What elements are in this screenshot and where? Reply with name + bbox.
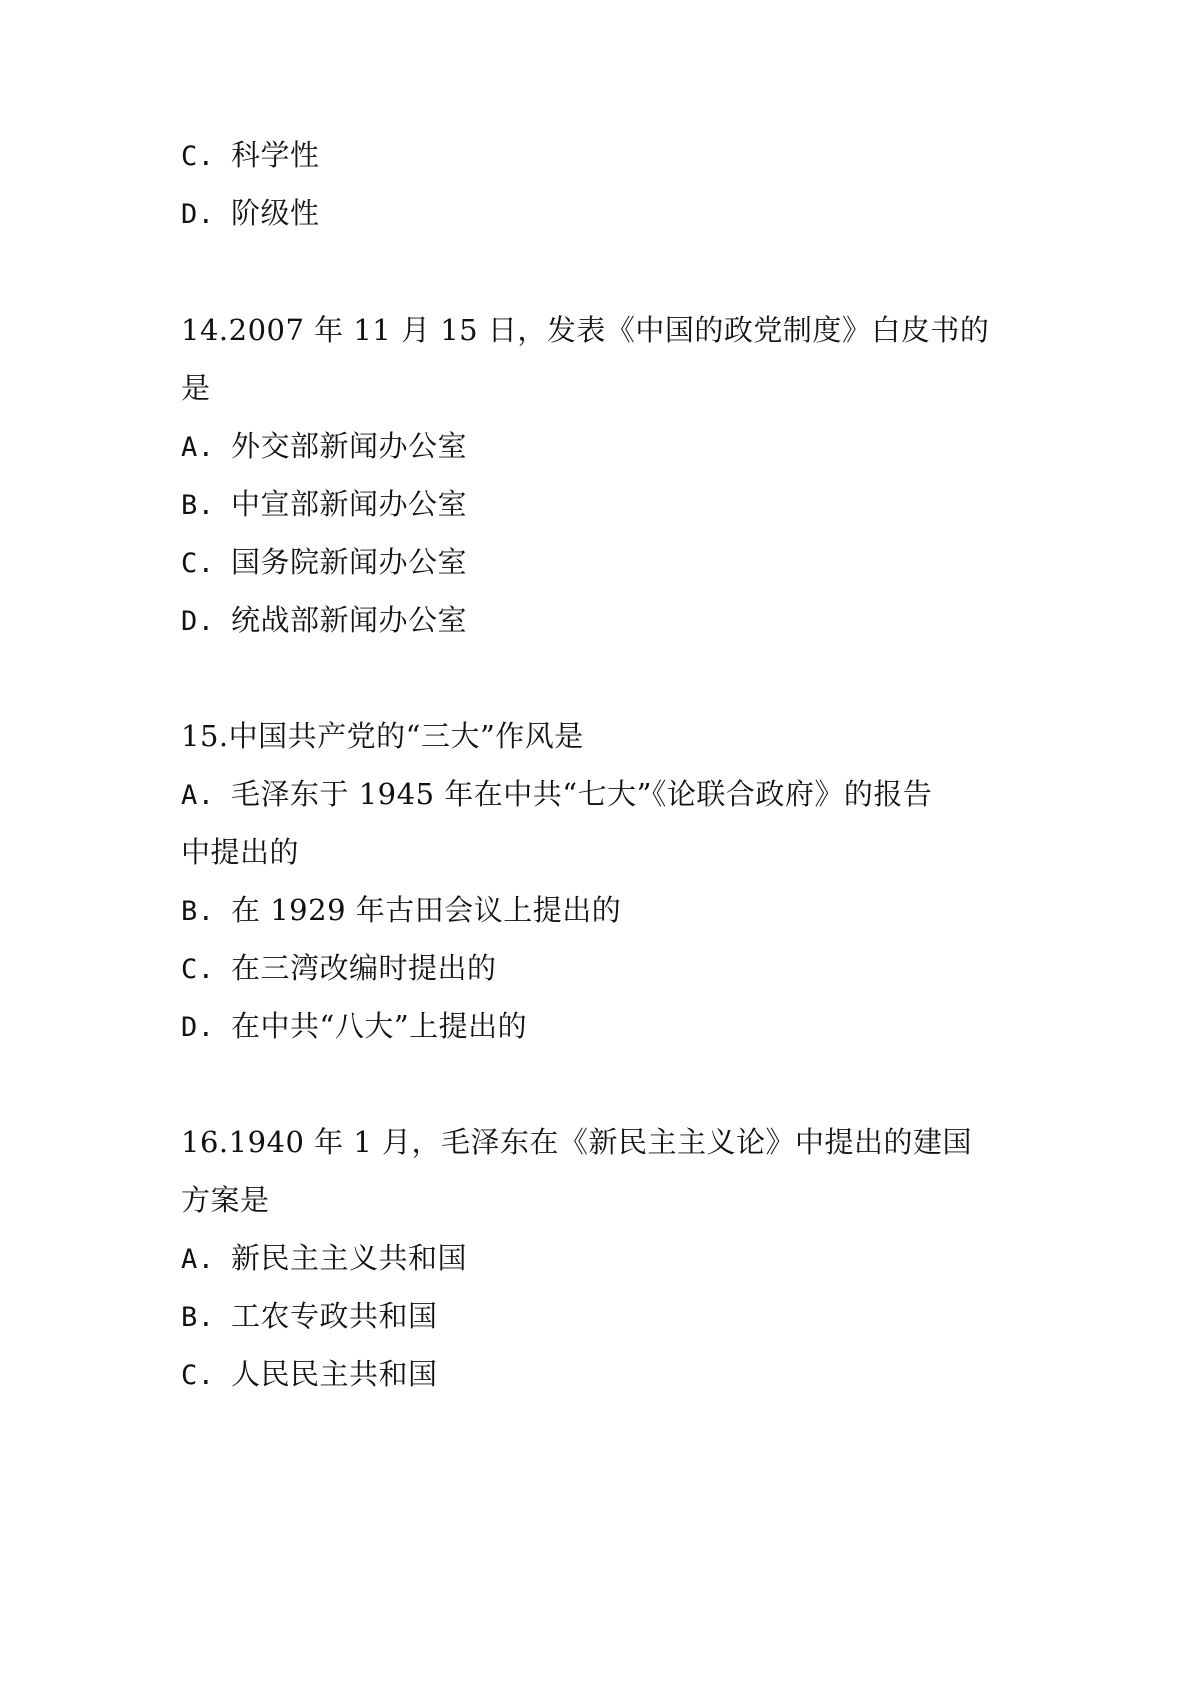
option-d xyxy=(181,1008,527,1046)
option-letter: D. xyxy=(181,606,215,637)
option-letter: A. xyxy=(181,1244,215,1275)
option-letter: A. xyxy=(181,432,215,463)
option-letter: B. xyxy=(181,896,215,927)
option-text: 新民主主义共和国 xyxy=(231,1241,468,1275)
option-c xyxy=(181,1356,438,1394)
option-b xyxy=(181,1298,438,1336)
option-text: 国务院新闻办公室 xyxy=(231,545,468,579)
question-stem-continuation: 是 xyxy=(181,371,211,405)
option-text: 在中共“八大”上提出的 xyxy=(231,1009,528,1043)
question-stem: 16.1940 年 1 月，毛泽东在《新民主主义论》中提出的建国 xyxy=(181,1125,973,1159)
option-text: 阶级性 xyxy=(231,196,320,230)
option-letter: B. xyxy=(181,1302,215,1333)
option-d xyxy=(181,195,320,233)
option-text: 统战部新闻办公室 xyxy=(231,603,468,637)
option-c xyxy=(181,950,497,988)
question-stem: 15.中国共产党的“三大”作风是 xyxy=(181,719,584,753)
option-a xyxy=(181,1240,467,1278)
option-letter: C. xyxy=(181,548,215,579)
option-letter: C. xyxy=(181,954,215,985)
option-b xyxy=(181,892,621,930)
option-letter: D. xyxy=(181,199,215,230)
option-text: 毛泽东于 1945 年在中共“七大”《论联合政府》的报告 xyxy=(231,777,933,811)
question-stem: 14.2007 年 11 月 15 日，发表《中国的政党制度》白皮书的 xyxy=(181,313,990,347)
option-c xyxy=(181,137,320,175)
option-letter: D. xyxy=(181,1012,215,1043)
question-stem-continuation: 方案是 xyxy=(181,1183,270,1217)
option-c xyxy=(181,544,467,582)
option-text: 在 1929 年古田会议上提出的 xyxy=(231,893,622,927)
option-d xyxy=(181,602,467,640)
option-text: 在三湾改编时提出的 xyxy=(231,951,497,985)
option-a-continuation: 中提出的 xyxy=(181,835,300,869)
option-text: 中宣部新闻办公室 xyxy=(231,487,468,521)
option-a xyxy=(181,776,932,814)
option-text: 工农专政共和国 xyxy=(231,1299,438,1333)
option-a xyxy=(181,428,467,466)
option-text: 科学性 xyxy=(231,138,320,172)
option-letter: C. xyxy=(181,1360,215,1391)
option-letter: C. xyxy=(181,141,215,172)
option-letter: A. xyxy=(181,780,215,811)
option-text: 外交部新闻办公室 xyxy=(231,429,468,463)
option-b xyxy=(181,486,467,524)
option-text: 人民民主共和国 xyxy=(231,1357,438,1391)
option-letter: B. xyxy=(181,490,215,521)
